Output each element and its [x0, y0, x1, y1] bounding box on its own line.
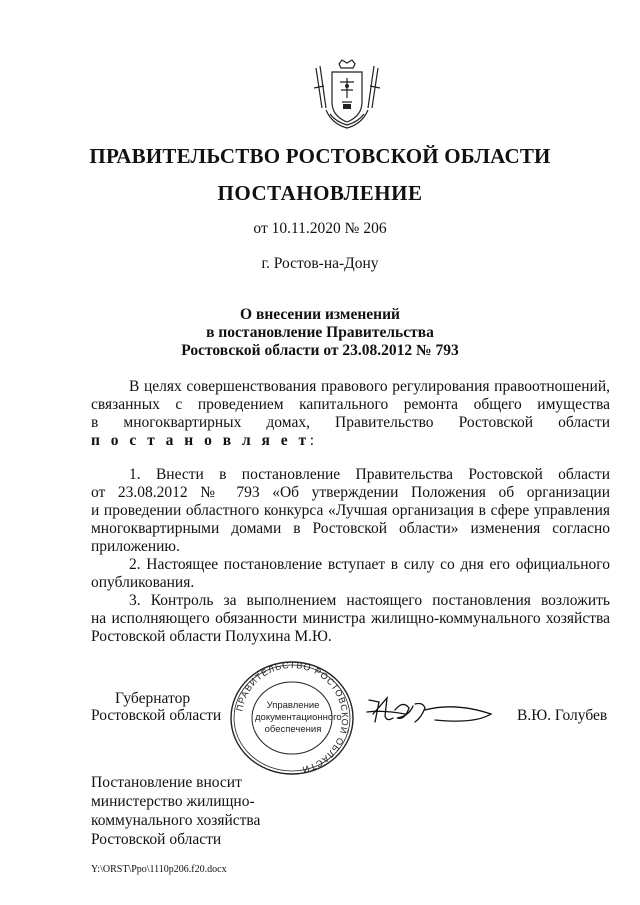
- item-1-line: от 23.08.2012 № 793 «Об утверждении Положения об организации: [91, 484, 610, 501]
- item-1-line: 1. Внести в постановление Правительства Ростовской области: [129, 466, 610, 483]
- coat-of-arms-icon: [312, 58, 382, 132]
- signatory-title: Губернатор: [115, 690, 191, 707]
- decree-line: [91, 432, 610, 450]
- document-type: ПОСТАНОВЛЕНИЕ: [217, 181, 423, 205]
- decree-colon: :: [309, 432, 314, 449]
- submitter-line: Ростовской области: [91, 831, 222, 848]
- item-3-line: 3. Контроль за выполнением настоящего постановления возложить: [129, 592, 610, 609]
- subject-line: в постановление Правительства: [206, 324, 434, 341]
- item-2-line: опубликования.: [91, 574, 195, 591]
- government-title: ПРАВИТЕЛЬСТВО РОСТОВСКОЙ ОБЛАСТИ: [89, 144, 551, 168]
- subject-line: О внесении изменений: [240, 306, 400, 323]
- intro-line: связанных с проведением капитального ремонта общего имущества: [91, 396, 610, 413]
- submitter-line: министерство жилищно-: [91, 793, 255, 810]
- file-path: Y:\ORST\Ppo\1110p206.f20.docx: [91, 864, 227, 875]
- handwritten-signature-icon: [365, 692, 495, 734]
- submitter-line: Постановление вносит: [91, 774, 242, 791]
- stamp-center-line: обеспечения: [264, 724, 322, 735]
- submitter-line: коммунального хозяйства: [91, 812, 261, 829]
- stamp-ring-text: ПРАВИТЕЛЬСТВО РОСТОВСКОЙ ОБЛАСТИ: [234, 659, 351, 776]
- document-place: г. Ростов-на-Дону: [261, 255, 379, 272]
- document-date-number: от 10.11.2020 № 206: [253, 220, 387, 237]
- stamp-center-text: [255, 700, 342, 736]
- item-2-line: 2. Настоящее постановление вступает в силу со дня его официального: [129, 556, 610, 573]
- subject-line: Ростовской области от 23.08.2012 № 793: [181, 342, 459, 359]
- stamp-center-line: документационного: [255, 712, 342, 723]
- intro-line: В целях совершенствования правового регулирования правоотношений,: [129, 378, 610, 395]
- item-3-line: Ростовской области Полухина М.Ю.: [91, 628, 332, 645]
- item-1-line: и проведении областного конкурса «Лучшая организация в сфере управления: [91, 502, 610, 519]
- item-3-line: на исполняющего обязанности министра жилищно-коммунального хозяйства: [91, 610, 610, 627]
- item-1-line: многоквартирными домами в Ростовской области» изменения согласно: [91, 520, 610, 537]
- signatory-name: В.Ю. Голубев: [517, 707, 608, 724]
- intro-line: в многоквартирных домах, Правительство Ростовской области: [91, 414, 610, 431]
- decree-word: п о с т а н о в л я е т: [91, 432, 310, 449]
- stamp-center-line: Управление: [266, 700, 320, 711]
- signatory-region: Ростовской области: [91, 707, 222, 724]
- item-1-line: приложению.: [91, 538, 180, 555]
